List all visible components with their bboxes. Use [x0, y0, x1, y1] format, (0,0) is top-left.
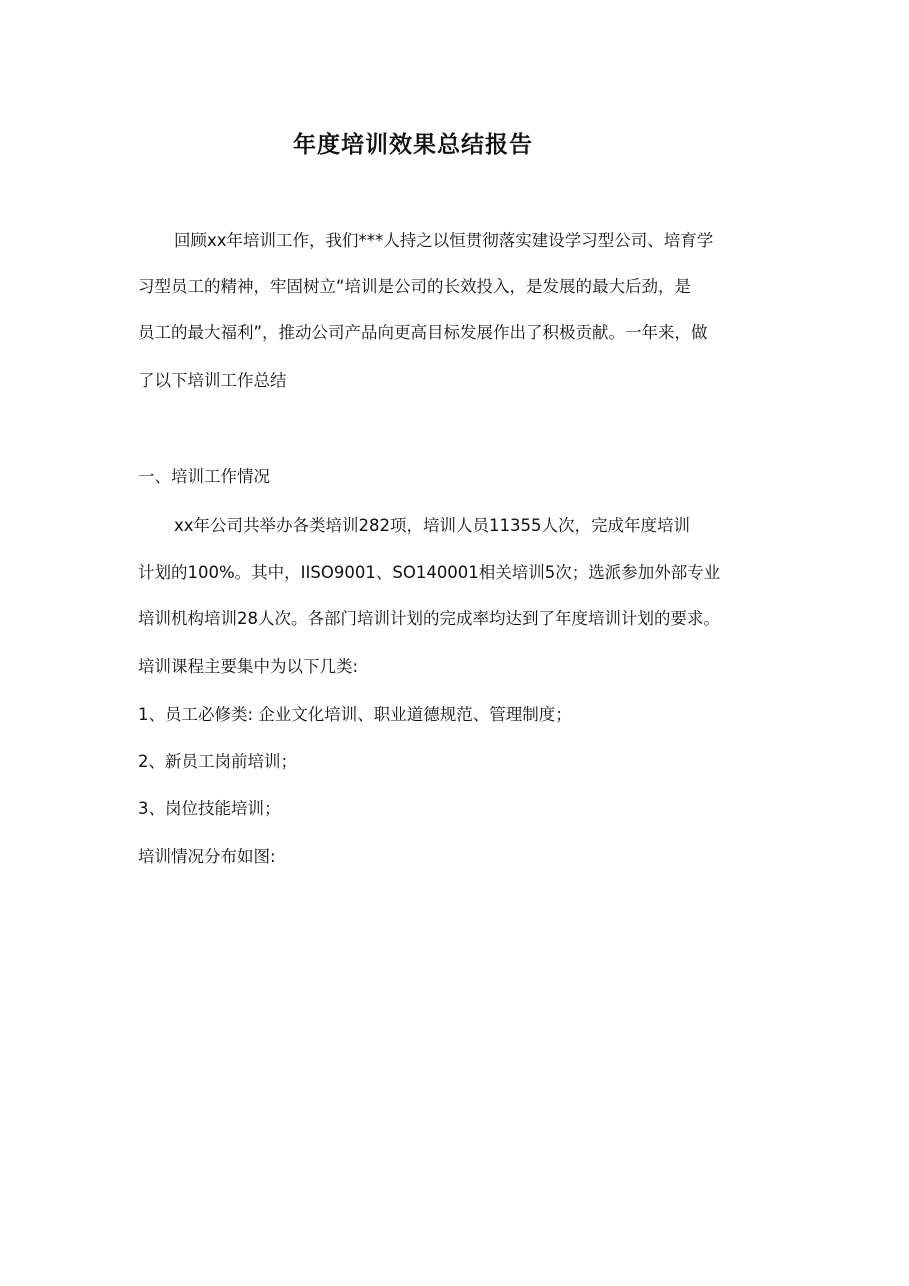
section-heading: 一、培训工作情况 — [138, 467, 270, 486]
courses-intro: 培训课程主要集中为以下几类: — [138, 657, 359, 676]
document-title: 年度培训效果总结报告 — [293, 132, 533, 158]
course-list-item: 2、新员工岗前培训； — [138, 752, 297, 771]
section-paragraph-line: xx年公司共举办各类培训282项，培训人员11355人次，完成年度培训 — [174, 516, 691, 535]
intro-line: 员工的最大福利”，推动公司产品向更高目标发展作出了积极贡献。一年来，做 — [138, 323, 708, 342]
intro-line: 回顾xx年培训工作，我们***人持之以恒贯彻落实建设学习型公司、培育学 — [174, 231, 714, 250]
intro-line: 习型员工的精神，牢固树立“培训是公司的长效投入，是发展的最大后劲，是 — [138, 277, 692, 296]
intro-line: 了以下培训工作总结 — [138, 371, 287, 390]
distribution-caption: 培训情况分布如图: — [138, 847, 276, 866]
course-list-item: 1、员工必修类: 企业文化培训、职业道德规范、管理制度； — [138, 705, 572, 724]
section-paragraph-line: 培训机构培训28人次。各部门培训计划的完成率均达到了年度培训计划的要求。 — [138, 609, 720, 628]
section-paragraph-line: 计划的100%。其中，IISO9001、SO140001相关培训5次；选派参加外部专业 — [138, 563, 721, 582]
course-list-item: 3、岗位技能培训； — [138, 799, 281, 818]
